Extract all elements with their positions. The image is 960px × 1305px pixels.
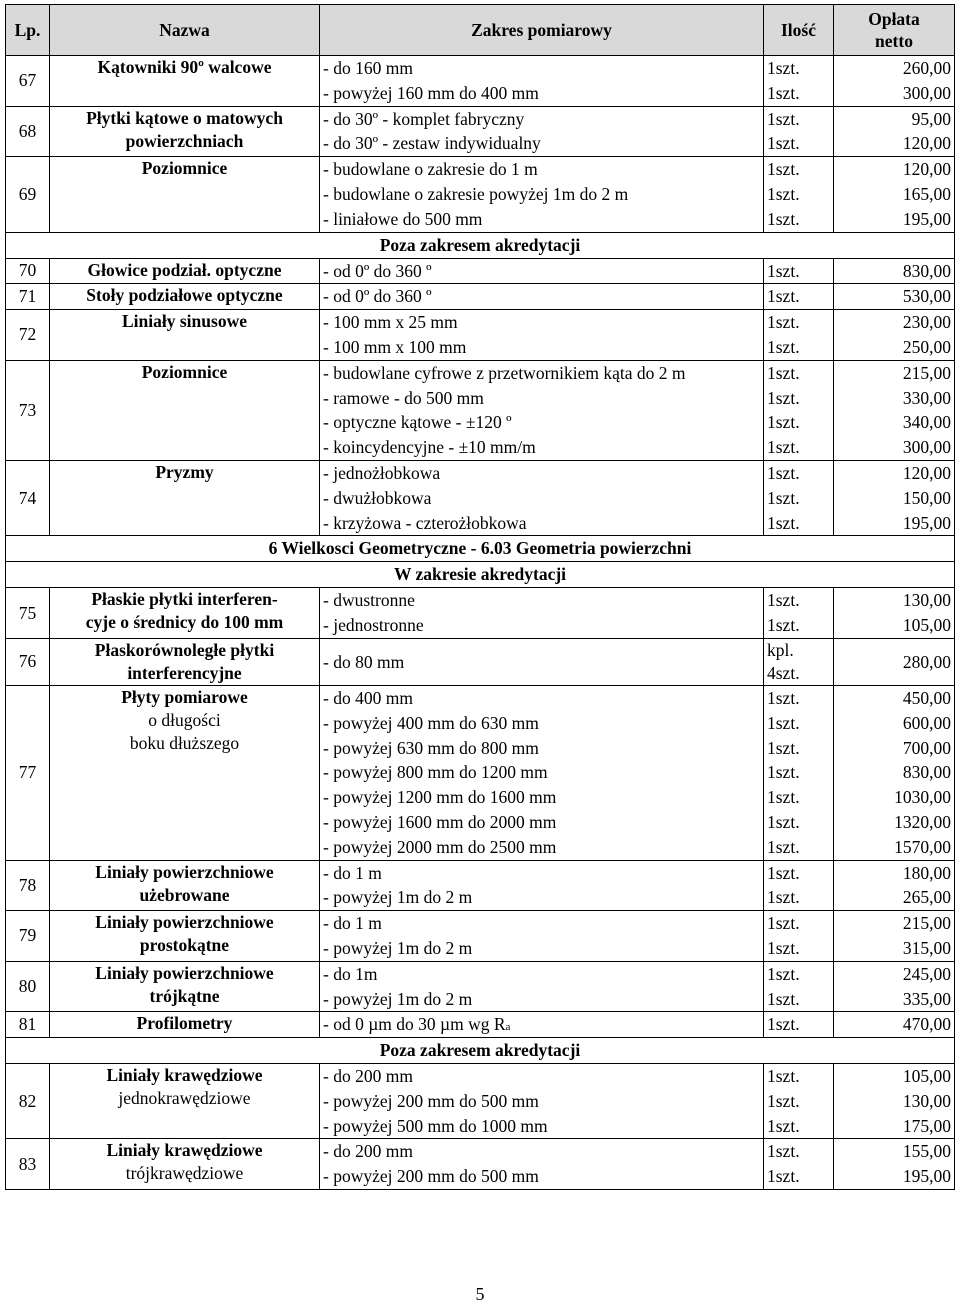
item-name-line: Liniały powierzchniowe xyxy=(95,912,274,933)
table-row xyxy=(6,685,955,860)
item-name xyxy=(50,961,320,1012)
price-value: 120,00 xyxy=(902,133,951,154)
range-value: - do 400 mm xyxy=(323,687,413,708)
price-value: 830,00 xyxy=(902,260,951,281)
range-value: - powyżej 1m do 2 m xyxy=(323,937,473,958)
range-value: - dwustronne xyxy=(323,590,415,611)
table-row xyxy=(6,860,955,911)
range-value: - budowlane cyfrowe z przetwornikiem kąta do 2 m xyxy=(323,362,686,383)
qty-cell xyxy=(764,460,834,535)
range-value: - od 0º do 360 º xyxy=(323,260,432,281)
price-value: 120,00 xyxy=(902,159,951,180)
range-cell xyxy=(320,284,764,310)
row-number: 80 xyxy=(6,961,50,1012)
qty-value: 1szt. xyxy=(767,108,800,129)
range-cell xyxy=(320,460,764,535)
header-price-line1: Opłata xyxy=(868,9,920,29)
range-value xyxy=(323,1012,760,1037)
item-name xyxy=(50,1012,320,1038)
range-value: - powyżej 1200 mm do 1600 mm xyxy=(323,787,557,808)
price-value: 155,00 xyxy=(902,1141,951,1162)
qty-value: 1szt. xyxy=(767,937,800,958)
item-name-line: cyje o średnicy do 100 mm xyxy=(85,612,284,633)
price-value: 450,00 xyxy=(902,687,951,708)
range-value: - do 30º - komplet fabryczny xyxy=(323,108,525,129)
item-name-line: Kątowniki 90º walcowe xyxy=(97,57,272,77)
price-value: 600,00 xyxy=(902,712,951,733)
header-range: Zakres pomiarowy xyxy=(320,5,764,56)
range-value: - ramowe - do 500 mm xyxy=(323,387,484,408)
item-name-line: Głowice podział. optyczne xyxy=(87,259,282,280)
item-name-line: interferencyjne xyxy=(127,662,242,683)
row-number: 83 xyxy=(6,1139,50,1190)
range-cell xyxy=(320,106,764,157)
section-heading: W zakresie akredytacji xyxy=(6,562,955,588)
price-value: 830,00 xyxy=(902,762,951,783)
range-value: - powyżej 1m do 2 m xyxy=(323,988,473,1009)
qty-value: 1szt. xyxy=(767,312,800,333)
price-cell xyxy=(834,310,955,361)
price-value: 215,00 xyxy=(902,362,951,383)
table-body xyxy=(6,56,955,1190)
range-cell xyxy=(320,56,764,107)
table-row xyxy=(6,460,955,535)
price-value: 130,00 xyxy=(902,1090,951,1111)
qty-value: 1szt. xyxy=(767,1090,800,1111)
range-cell xyxy=(320,588,764,639)
range-value: - powyżej 200 mm do 500 mm xyxy=(323,1166,539,1187)
price-value: 165,00 xyxy=(902,183,951,204)
range-value: - od 0º do 360 º xyxy=(323,286,432,307)
range-value: - krzyżowa - czterożłobkowa xyxy=(323,512,527,533)
item-name-line: Stoły podziałowe optyczne xyxy=(86,285,283,306)
item-name-line: trójkątne xyxy=(149,985,220,1006)
section-row xyxy=(6,232,955,258)
price-value: 530,00 xyxy=(902,286,951,307)
range-value: - do 1 m xyxy=(323,862,382,883)
item-name-line: jednokrawędziowe xyxy=(118,1088,251,1109)
price-cell xyxy=(834,284,955,310)
table-row xyxy=(6,638,955,685)
qty-value: 1szt. xyxy=(767,988,800,1009)
price-cell xyxy=(834,56,955,107)
item-name xyxy=(50,460,320,535)
price-table xyxy=(5,4,955,1190)
price-value: 105,00 xyxy=(902,615,951,636)
item-name-line: Poziomnice xyxy=(141,158,228,179)
qty-cell xyxy=(764,961,834,1012)
table-row xyxy=(6,258,955,284)
section-heading: Poza zakresem akredytacji xyxy=(6,1038,955,1064)
header-name: Nazwa xyxy=(50,5,320,56)
item-name-line: użebrowane xyxy=(139,884,230,905)
price-value: 300,00 xyxy=(902,437,951,458)
price-value: 150,00 xyxy=(902,487,951,508)
section-heading: Poza zakresem akredytacji xyxy=(6,232,955,258)
item-name xyxy=(50,1139,320,1190)
price-value: 330,00 xyxy=(902,387,951,408)
price-value: 105,00 xyxy=(902,1066,951,1087)
qty-cell xyxy=(764,1139,834,1190)
range-value: - powyżej 800 mm do 1200 mm xyxy=(323,762,548,783)
range-main: - od 0 µm do 30 µm wg R xyxy=(323,1014,506,1035)
qty-cell xyxy=(764,284,834,310)
item-name-line: Płyty pomiarowe xyxy=(121,686,248,707)
qty-value: 1szt. xyxy=(767,1115,800,1136)
price-cell xyxy=(834,1064,955,1139)
row-number: 75 xyxy=(6,588,50,639)
header-lp: Lp. xyxy=(6,5,50,56)
table-row xyxy=(6,310,955,361)
price-value: 335,00 xyxy=(902,988,951,1009)
range-value: - do 200 mm xyxy=(323,1066,413,1087)
qty-value: 1szt. xyxy=(767,836,800,857)
price-cell xyxy=(834,638,955,685)
price-cell xyxy=(834,588,955,639)
page-number: 5 xyxy=(475,1284,485,1304)
item-name xyxy=(50,310,320,361)
row-number: 79 xyxy=(6,911,50,962)
item-name xyxy=(50,588,320,639)
range-cell xyxy=(320,1139,764,1190)
qty-value: 4szt. xyxy=(767,662,800,683)
qty-value: 1szt. xyxy=(767,862,800,883)
range-cell xyxy=(320,860,764,911)
price-value: 315,00 xyxy=(902,937,951,958)
qty-value: 1szt. xyxy=(767,286,800,307)
range-value: - 100 mm x 25 mm xyxy=(323,312,458,333)
qty-value: 1szt. xyxy=(767,58,800,78)
price-value: 175,00 xyxy=(902,1115,951,1136)
qty-value: 1szt. xyxy=(767,1166,800,1187)
item-name xyxy=(50,685,320,860)
range-value: - powyżej 400 mm do 630 mm xyxy=(323,712,539,733)
range-cell xyxy=(320,157,764,232)
qty-value: 1szt. xyxy=(767,159,800,180)
item-name xyxy=(50,911,320,962)
range-value: - do 80 mm xyxy=(323,651,405,672)
row-number: 73 xyxy=(6,360,50,460)
price-value: 1030,00 xyxy=(894,787,951,808)
qty-value: 1szt. xyxy=(767,512,800,533)
table-row xyxy=(6,911,955,962)
price-value: 195,00 xyxy=(902,1166,951,1187)
range-value: - powyżej 160 mm do 400 mm xyxy=(323,82,539,103)
row-number: 76 xyxy=(6,638,50,685)
qty-value: 1szt. xyxy=(767,590,800,611)
qty-value: 1szt. xyxy=(767,183,800,204)
row-number: 77 xyxy=(6,685,50,860)
row-number: 82 xyxy=(6,1064,50,1139)
table-row xyxy=(6,1064,955,1139)
item-name xyxy=(50,360,320,460)
row-number: 69 xyxy=(6,157,50,232)
qty-value: 1szt. xyxy=(767,412,800,433)
qty-cell xyxy=(764,106,834,157)
range-value: - do 1m xyxy=(323,963,378,984)
qty-value: 1szt. xyxy=(767,387,800,408)
price-value: 700,00 xyxy=(902,737,951,758)
range-value: - dwużłobkowa xyxy=(323,487,432,508)
qty-cell xyxy=(764,588,834,639)
price-cell xyxy=(834,1012,955,1038)
item-name xyxy=(50,56,320,107)
price-value: 95,00 xyxy=(911,108,951,129)
qty-value: 1szt. xyxy=(767,811,800,832)
table-row xyxy=(6,588,955,639)
qty-value: 1szt. xyxy=(767,1141,800,1162)
row-number: 72 xyxy=(6,310,50,361)
range-cell xyxy=(320,638,764,685)
table-row xyxy=(6,961,955,1012)
range-value: - optyczne kątowe - ±120 º xyxy=(323,412,512,433)
item-name-line: prostokątne xyxy=(139,935,230,956)
price-value: 340,00 xyxy=(902,412,951,433)
qty-cell xyxy=(764,310,834,361)
range-cell xyxy=(320,911,764,962)
row-number: 74 xyxy=(6,460,50,535)
price-value: 300,00 xyxy=(902,82,951,103)
price-value: 230,00 xyxy=(902,312,951,333)
item-name-line: Pryzmy xyxy=(155,461,214,482)
qty-value: 1szt. xyxy=(767,208,800,229)
item-name xyxy=(50,106,320,157)
qty-value: 1szt. xyxy=(767,260,800,281)
qty-value: 1szt. xyxy=(767,1066,800,1087)
qty-value: 1szt. xyxy=(767,437,800,458)
price-value: 195,00 xyxy=(902,208,951,229)
qty-value: 1szt. xyxy=(767,462,800,483)
range-value: - budowlane o zakresie powyżej 1m do 2 m xyxy=(323,183,629,204)
price-cell xyxy=(834,106,955,157)
item-name-line: Płaskorównoległe płytki xyxy=(94,639,275,660)
qty-cell xyxy=(764,1064,834,1139)
header-price xyxy=(834,5,955,56)
price-value: 280,00 xyxy=(902,651,951,672)
price-cell xyxy=(834,157,955,232)
row-number: 67 xyxy=(6,56,50,107)
item-name-line: Liniały powierzchniowe xyxy=(95,962,274,983)
header-qty: Ilość xyxy=(764,5,834,56)
price-cell xyxy=(834,360,955,460)
range-value: - powyżej 2000 mm do 2500 mm xyxy=(323,836,557,857)
section-row xyxy=(6,536,955,562)
qty-value: 1szt. xyxy=(767,1014,800,1035)
item-name xyxy=(50,157,320,232)
price-value: 260,00 xyxy=(902,58,951,78)
price-cell xyxy=(834,685,955,860)
row-number: 81 xyxy=(6,1012,50,1038)
qty-value: 1szt. xyxy=(767,787,800,808)
qty-value: 1szt. xyxy=(767,687,800,708)
row-number: 68 xyxy=(6,106,50,157)
item-name-line: Płytki kątowe o matowych xyxy=(86,107,283,128)
item-name-line: Liniały krawędziowe xyxy=(106,1140,263,1161)
qty-value: 1szt. xyxy=(767,615,800,636)
qty-value: 1szt. xyxy=(767,362,800,383)
range-cell xyxy=(320,258,764,284)
qty-value: 1szt. xyxy=(767,133,800,154)
table-row xyxy=(6,1012,955,1038)
qty-value: 1szt. xyxy=(767,712,800,733)
item-name-line: Liniały krawędziowe xyxy=(106,1065,263,1086)
table-row xyxy=(6,360,955,460)
qty-cell xyxy=(764,860,834,911)
range-value: - powyżej 200 mm do 500 mm xyxy=(323,1090,539,1111)
qty-value: 1szt. xyxy=(767,737,800,758)
item-name-line: powierzchniach xyxy=(125,130,244,151)
qty-value: kpl. xyxy=(767,639,794,660)
item-name-line: Liniały sinusowe xyxy=(122,311,247,332)
table-row xyxy=(6,157,955,232)
range-cell xyxy=(320,310,764,361)
price-value: 130,00 xyxy=(902,590,951,611)
header-price-line2: netto xyxy=(875,31,913,51)
item-name-line: trójkrawędziowe xyxy=(125,1163,244,1184)
range-value: - jednostronne xyxy=(323,615,424,636)
price-value: 1570,00 xyxy=(894,836,951,857)
range-cell xyxy=(320,1064,764,1139)
item-name-line: Profilometry xyxy=(136,1013,233,1034)
range-value: - powyżej 1600 mm do 2000 mm xyxy=(323,811,557,832)
qty-value: 1szt. xyxy=(767,913,800,934)
price-cell xyxy=(834,258,955,284)
price-value: 180,00 xyxy=(902,862,951,883)
qty-cell xyxy=(764,1012,834,1038)
range-value: - jednożłobkowa xyxy=(323,462,441,483)
price-value: 250,00 xyxy=(902,336,951,357)
table-row xyxy=(6,56,955,107)
item-name-line: boku dłuższego xyxy=(129,732,240,753)
range-subscript: a xyxy=(505,1021,511,1034)
price-cell xyxy=(834,860,955,911)
range-cell xyxy=(320,1012,764,1038)
price-value: 265,00 xyxy=(902,887,951,908)
price-cell xyxy=(834,1139,955,1190)
item-name xyxy=(50,258,320,284)
table-row xyxy=(6,106,955,157)
item-name xyxy=(50,638,320,685)
item-name-line: Płaskie płytki interferen- xyxy=(91,589,278,610)
price-cell xyxy=(834,911,955,962)
range-value: - do 160 mm xyxy=(323,58,413,78)
item-name xyxy=(50,1064,320,1139)
price-value: 470,00 xyxy=(902,1014,951,1035)
range-cell xyxy=(320,685,764,860)
table-row xyxy=(6,1139,955,1190)
price-value: 1320,00 xyxy=(894,811,951,832)
item-name-line: Poziomnice xyxy=(141,361,228,382)
range-value: - powyżej 1m do 2 m xyxy=(323,887,473,908)
price-value: 195,00 xyxy=(902,512,951,533)
item-name xyxy=(50,860,320,911)
qty-value: 1szt. xyxy=(767,82,800,103)
range-value: - liniałowe do 500 mm xyxy=(323,208,483,229)
range-value: - 100 mm x 100 mm xyxy=(323,336,467,357)
price-value: 215,00 xyxy=(902,913,951,934)
qty-cell xyxy=(764,258,834,284)
qty-value: 1szt. xyxy=(767,487,800,508)
price-value: 245,00 xyxy=(902,963,951,984)
qty-cell xyxy=(764,56,834,107)
price-cell xyxy=(834,961,955,1012)
row-number: 70 xyxy=(6,258,50,284)
qty-value: 1szt. xyxy=(767,762,800,783)
qty-value: 1szt. xyxy=(767,963,800,984)
table-row xyxy=(6,284,955,310)
section-row xyxy=(6,562,955,588)
price-value: 120,00 xyxy=(902,462,951,483)
qty-value: 1szt. xyxy=(767,336,800,357)
row-number: 78 xyxy=(6,860,50,911)
range-value: - budowlane o zakresie do 1 m xyxy=(323,159,538,180)
qty-cell xyxy=(764,360,834,460)
item-name-line: Liniały powierzchniowe xyxy=(95,861,274,882)
qty-cell xyxy=(764,685,834,860)
range-cell xyxy=(320,961,764,1012)
range-value: - do 1 m xyxy=(323,913,382,934)
range-cell xyxy=(320,360,764,460)
item-name-line: o długości xyxy=(148,709,221,730)
qty-cell xyxy=(764,911,834,962)
item-name xyxy=(50,284,320,310)
qty-cell xyxy=(764,638,834,685)
range-value: - do 30º - zestaw indywidualny xyxy=(323,133,541,154)
price-cell xyxy=(834,460,955,535)
qty-cell xyxy=(764,157,834,232)
row-number: 71 xyxy=(6,284,50,310)
range-value: - powyżej 630 mm do 800 mm xyxy=(323,737,539,758)
qty-value: 1szt. xyxy=(767,887,800,908)
range-value: - koincydencyjne - ±10 mm/m xyxy=(323,437,536,458)
section-row xyxy=(6,1038,955,1064)
header-row xyxy=(6,5,955,56)
range-value: - powyżej 500 mm do 1000 mm xyxy=(323,1115,548,1136)
section-heading: 6 Wielkosci Geometryczne - 6.03 Geometria powierzchni xyxy=(6,536,955,562)
range-value: - do 200 mm xyxy=(323,1141,413,1162)
